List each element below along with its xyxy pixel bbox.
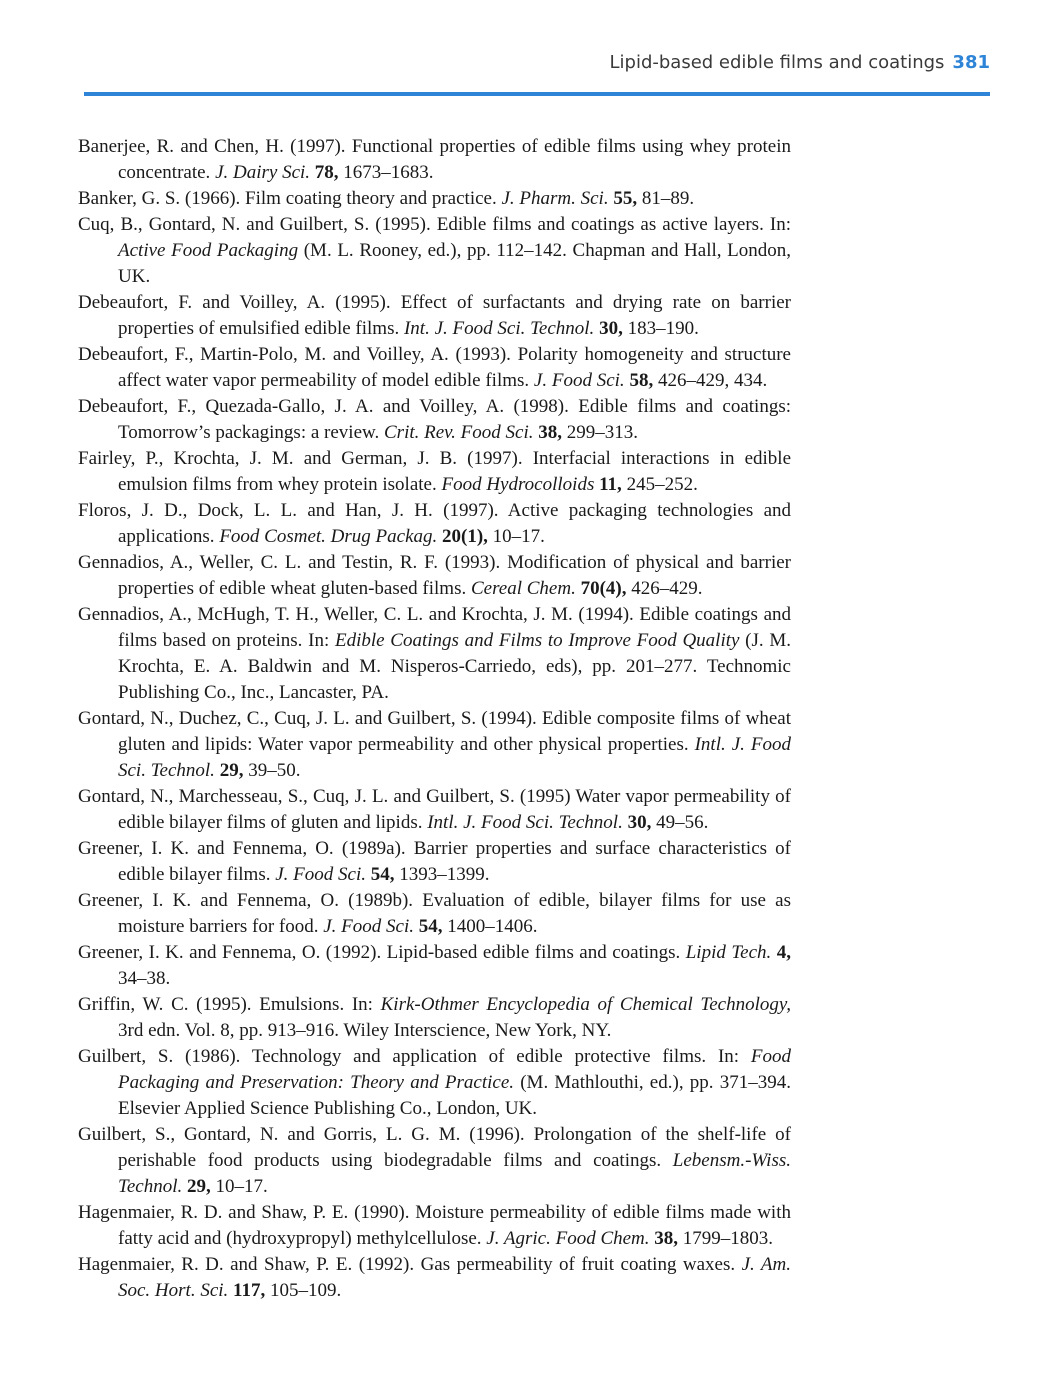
reference-text: 299–313. (562, 422, 639, 443)
header-rule (84, 92, 990, 96)
reference-text: Debeaufort, F. and Voilley, A. (1995). Effect of surfactants and drying rate on barrier properties of emulsified edible films. (78, 292, 791, 339)
reference-volume: 29, (219, 760, 244, 781)
reference-volume: 70(4), (580, 578, 627, 599)
reference-text: Guilbert, S. (1986). Technology and application of edible protective films. In: (78, 1046, 751, 1067)
reference-source: Food Hydrocolloids (441, 474, 595, 495)
reference-entry (78, 498, 791, 550)
reference-volume: 54, (370, 864, 395, 885)
reference-entry (78, 394, 791, 446)
reference-text: (J. M. Krochta, E. A. Baldwin and M. Nisperos-Carriedo, eds), pp. 201–277. Technomic Publishing Co., Inc., Lancaster, PA. (118, 630, 791, 703)
reference-text: Gontard, N., Marchesseau, S., Cuq, J. L. and Guilbert, S. (1995) Water vapor permeability of edible bilayer films of gluten and lipids. (78, 786, 791, 833)
reference-text: 1393–1399. (394, 864, 490, 885)
reference-entry (78, 212, 791, 290)
reference-text: Banker, G. S. (1966). Film coating theory and practice. (78, 188, 502, 209)
reference-source: Intl. J. Food Sci. Technol. (118, 734, 791, 781)
reference-volume: 55, (613, 188, 638, 209)
reference-text: Gennadios, A., Weller, C. L. and Testin, R. F. (1993). Modification of physical and barrier properties of edible wheat gluten-based films. (78, 552, 791, 599)
page-number: 381 (952, 52, 990, 73)
reference-source: Crit. Rev. Food Sci. (384, 422, 534, 443)
reference-source: Lebensm.-Wiss. Technol. (118, 1150, 791, 1197)
reference-text: 49–56. (651, 812, 709, 833)
reference-text: 245–252. (621, 474, 698, 495)
reference-entry (78, 940, 791, 992)
reference-text: 3rd edn. Vol. 8, pp. 913–916. Wiley Interscience, New York, NY. (118, 1020, 612, 1041)
reference-volume: 38, (538, 422, 563, 443)
reference-text: 105–109. (265, 1280, 342, 1301)
reference-text: Debeaufort, F., Martin-Polo, M. and Voilley, A. (1993). Polarity homogeneity and structure affect water vapor permeability of model edible films. (78, 344, 791, 391)
reference-entry (78, 446, 791, 498)
reference-list (78, 134, 791, 1304)
reference-source: Food Packaging and Preservation: Theory and Practice. (118, 1046, 791, 1093)
reference-text: Hagenmaier, R. D. and Shaw, P. E. (1990). Moisture permeability of edible films made with fatty acid and (hydroxypropyl) methylcellulose. (78, 1202, 791, 1249)
reference-text: Fairley, P., Krochta, J. M. and German, J. B. (1997). Interfacial interactions in edible emulsion films from whey protein isolate. (78, 448, 791, 495)
reference-text: 10–17. (210, 1176, 268, 1197)
reference-text: 183–190. (622, 318, 699, 339)
reference-text: 34–38. (118, 968, 171, 989)
reference-volume: 30, (627, 812, 652, 833)
reference-source: Edible Coatings and Films to Improve Food Quality (334, 630, 740, 651)
reference-entry (78, 1044, 791, 1122)
reference-entry (78, 706, 791, 784)
reference-text: 1400–1406. (442, 916, 538, 937)
reference-source: J. Food Sci. (323, 916, 415, 937)
reference-text: 81–89. (637, 188, 695, 209)
reference-text: Guilbert, S., Gontard, N. and Gorris, L. G. M. (1996). Prolongation of the shelf-life of perishable food products using biodegradable films and coatings. (78, 1124, 791, 1171)
reference-volume: 20(1), (442, 526, 488, 547)
reference-volume: 30, (599, 318, 623, 339)
reference-entry (78, 784, 791, 836)
reference-source: J. Am. Soc. Hort. Sci. (118, 1254, 791, 1301)
reference-volume: 29, (186, 1176, 211, 1197)
reference-source: Cereal Chem. (470, 578, 576, 599)
reference-volume: 4, (776, 942, 791, 963)
running-header (0, 52, 990, 73)
reference-entry (78, 992, 791, 1044)
running-title: Lipid-based edible films and coatings (609, 52, 945, 73)
reference-source: Int. J. Food Sci. Technol. (403, 318, 595, 339)
reference-text: 10–17. (487, 526, 545, 547)
reference-text: Cuq, B., Gontard, N. and Guilbert, S. (1995). Edible films and coatings as active layers. In: (78, 214, 791, 235)
reference-text: Gontard, N., Duchez, C., Cuq, J. L. and Guilbert, S. (1994). Edible composite films of wheat gluten and lipids: Water vapor permeability and other physical properties. (78, 708, 791, 755)
reference-source: Active Food Packaging (118, 240, 299, 261)
reference-text: (M. L. Rooney, ed.), pp. 112–142. Chapman and Hall, London, UK. (118, 240, 791, 287)
reference-entry (78, 290, 791, 342)
reference-text: 1673–1683. (338, 162, 434, 183)
reference-source: J. Food Sci. (275, 864, 366, 885)
reference-text: Greener, I. K. and Fennema, O. (1989a). Barrier properties and surface characteristics of edible bilayer films. (78, 838, 791, 885)
reference-source: Intl. J. Food Sci. Technol. (427, 812, 623, 833)
reference-volume: 54, (418, 916, 443, 937)
reference-volume: 58, (629, 370, 654, 391)
reference-source: Lipid Tech. (685, 942, 772, 963)
reference-entry (78, 186, 791, 212)
reference-entry (78, 342, 791, 394)
reference-volume: 78, (314, 162, 339, 183)
reference-entry (78, 1252, 791, 1304)
reference-source: Food Cosmet. Drug Packag. (219, 526, 438, 547)
reference-text: Floros, J. D., Dock, L. L. and Han, J. H. (1997). Active packaging technologies and applications. (78, 500, 791, 547)
reference-text: Greener, I. K. and Fennema, O. (1992). Lipid-based edible films and coatings. (78, 942, 686, 963)
reference-text: 39–50. (243, 760, 301, 781)
reference-entry (78, 602, 791, 706)
reference-volume: 38, (654, 1228, 679, 1249)
reference-text: Banerjee, R. and Chen, H. (1997). Functional properties of edible films using whey protein concentrate. (78, 136, 791, 183)
reference-text: Gennadios, A., McHugh, T. H., Weller, C. L. and Krochta, J. M. (1994). Edible coatings and films based on proteins. In: (78, 604, 791, 651)
reference-entry (78, 134, 791, 186)
reference-entry (78, 1200, 791, 1252)
reference-entry (78, 1122, 791, 1200)
reference-text: 426–429. (626, 578, 703, 599)
reference-entry (78, 836, 791, 888)
reference-entry (78, 888, 791, 940)
reference-text: Hagenmaier, R. D. and Shaw, P. E. (1992). Gas permeability of fruit coating waxes. (78, 1254, 742, 1275)
reference-text: 1799–1803. (678, 1228, 774, 1249)
reference-text: Debeaufort, F., Quezada-Gallo, J. A. and Voilley, A. (1998). Edible films and coatings: Tomorrow’s packagings: a review. (78, 396, 791, 443)
reference-text: Greener, I. K. and Fennema, O. (1989b). Evaluation of edible, bilayer films for use as moisture barriers for food. (78, 890, 791, 937)
reference-entry (78, 550, 791, 602)
reference-source: J. Food Sci. (533, 370, 625, 391)
reference-text: Griffin, W. C. (1995). Emulsions. In: (78, 994, 381, 1015)
reference-source: Kirk-Othmer Encyclopedia of Chemical Technology, (380, 994, 791, 1015)
reference-source: J. Agric. Food Chem. (486, 1228, 650, 1249)
reference-volume: 117, (233, 1280, 266, 1301)
reference-source: J. Dairy Sci. (215, 162, 311, 183)
reference-text: (M. Mathlouthi, ed.), pp. 371–394. Elsevier Applied Science Publishing Co., London, UK. (118, 1072, 791, 1119)
reference-text: 426–429, 434. (653, 370, 768, 391)
reference-source: J. Pharm. Sci. (501, 188, 609, 209)
reference-volume: 11, (599, 474, 622, 495)
